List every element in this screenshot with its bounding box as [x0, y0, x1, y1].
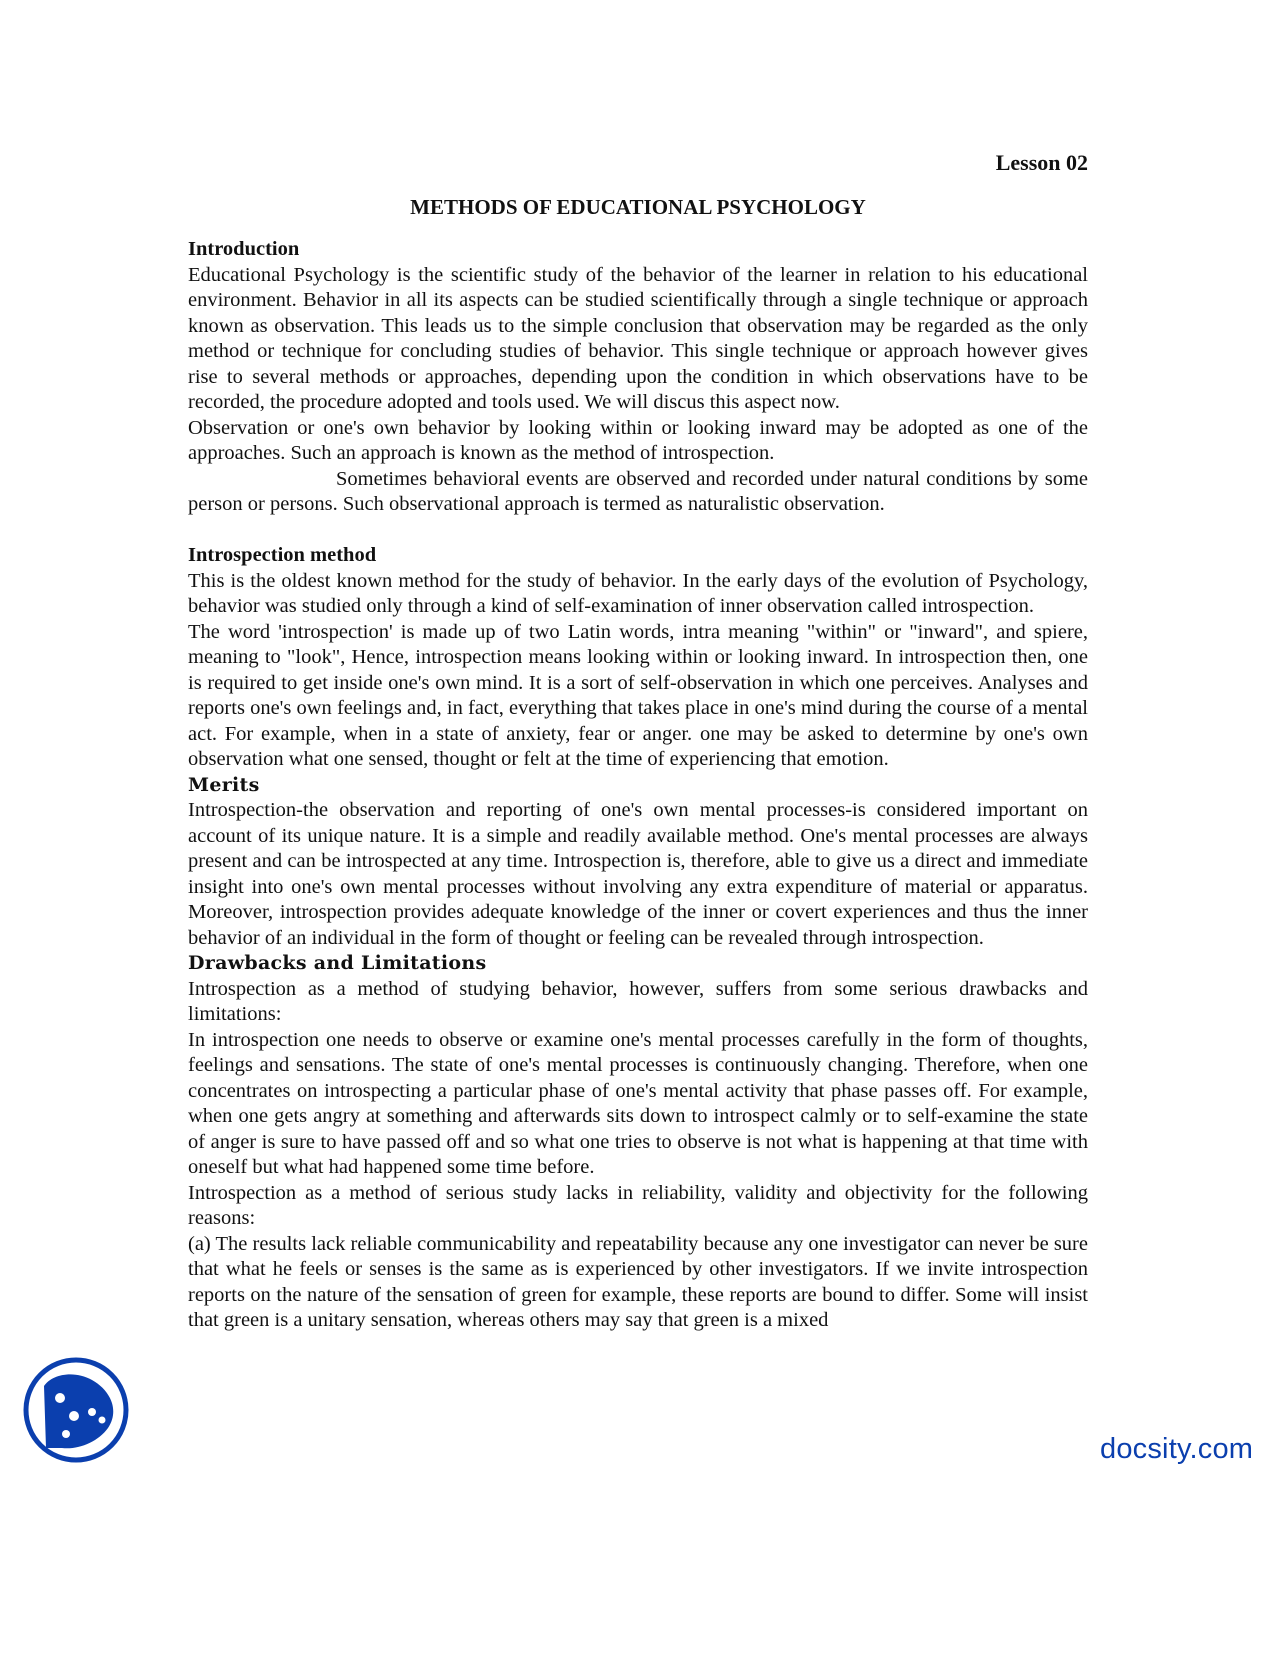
- merits-paragraph: Introspection-the observation and reporting of one's own mental processes-is considered important on account of its unique nature. It is a simple and readily available method. One's mental processes are always present and can be introspected at any time. Introspection is, therefore, able to give us a direct and immediate insight into one's own mental processes without involving any extra expenditure of material or apparatus. Moreover, introspection provides adequate knowledge of the inner or covert experiences and thus the inner behavior of an individual in the form of thought or feeling can be revealed through introspection.: [188, 799, 1088, 949]
- heading-drawbacks: Drawbacks and Limitations: [188, 952, 487, 974]
- intro-paragraph-2: Observation or one's own behavior by looking within or looking inward may be adopted as one of the approaches. Such an approach is known as the method of introspection.: [188, 416, 1088, 464]
- page-title: METHODS OF EDUCATIONAL PSYCHOLOGY: [410, 195, 866, 219]
- docsity-brand-link[interactable]: docsity.com: [1100, 1433, 1254, 1465]
- drawbacks-paragraph-3: Introspection as a method of serious study lacks in reliability, validity and objectivity for the following reasons:: [188, 1181, 1088, 1229]
- drawbacks-paragraph-4: (a) The results lack reliable communicability and repeatability because any one investigator can never be sure that what he feels or senses is the same as is experienced by other investigators. If we invite introspection reports on the nature of the sensation of green for example, these reports are bound to differ. Some will insist that green is a unitary sensation, whereas others may say that green is a mixed: [188, 1232, 1088, 1331]
- intro-paragraph-1: Educational Psychology is the scientific study of the behavior of the learner in relation to his educational environment. Behavior in all its aspects can be studied scientifically through a single technique or approach known as observation. This leads us to the simple conclusion that observation may be regarded as the only method or technique for concluding studies of behavior. This single technique or approach however gives rise to several methods or approaches, depending upon the condition in which observations have to be recorded, the procedure adopted and tools used. We will discus this aspect now.: [188, 263, 1088, 413]
- introspection-paragraph-1: This is the oldest known method for the study of behavior. In the early days of the evolution of Psychology, behavior was studied only through a kind of self-examination of inner observation called introspection.: [188, 569, 1088, 617]
- intro-paragraph-3: Sometimes behavioral events are observed and recorded under natural conditions by some person or persons. Such observational approach is termed as naturalistic observation.: [188, 467, 1088, 515]
- lesson-number: Lesson 02: [995, 150, 1088, 175]
- introspection-paragraph-2: The word 'introspection' is made up of two Latin words, intra meaning "within" or "inward", and spiere, meaning to "look", Hence, introspection means looking within or looking inward. In introspection then, one is required to get inside one's own mind. It is a sort of self-observation in which one perceives. Analyses and reports one's own feelings and, in fact, everything that takes place in one's mind during the course of a mental act. For example, when in a state of anxiety, fear or anger. one may be asked to determine by one's own observation what one sensed, thought or felt at the time of experiencing that emotion.: [188, 620, 1088, 770]
- document-page: [188, 145, 1088, 1334]
- drawbacks-paragraph-2: In introspection one needs to observe or examine one's mental processes carefully in the form of thoughts, feelings and sensations. The state of one's mental processes is continuously changing. Therefore, when one concentrates on introspecting a particular phase of one's mental activity that phase passes off. For example, when one gets angry at something and afterwards sits down to introspect calmly or to self-examine the state of anger is sure to have passed off and so what one tries to observe is not what is happening at that time with oneself but what had happened some time before.: [188, 1028, 1088, 1178]
- heading-introspection-method: Introspection method: [188, 544, 377, 566]
- docsity-logo-icon[interactable]: [22, 1356, 130, 1464]
- drawbacks-paragraph-1: Introspection as a method of studying behavior, however, suffers from some serious drawbacks and limitations:: [188, 977, 1088, 1025]
- heading-merits: Merits: [188, 773, 260, 796]
- heading-introduction: Introduction: [188, 238, 300, 260]
